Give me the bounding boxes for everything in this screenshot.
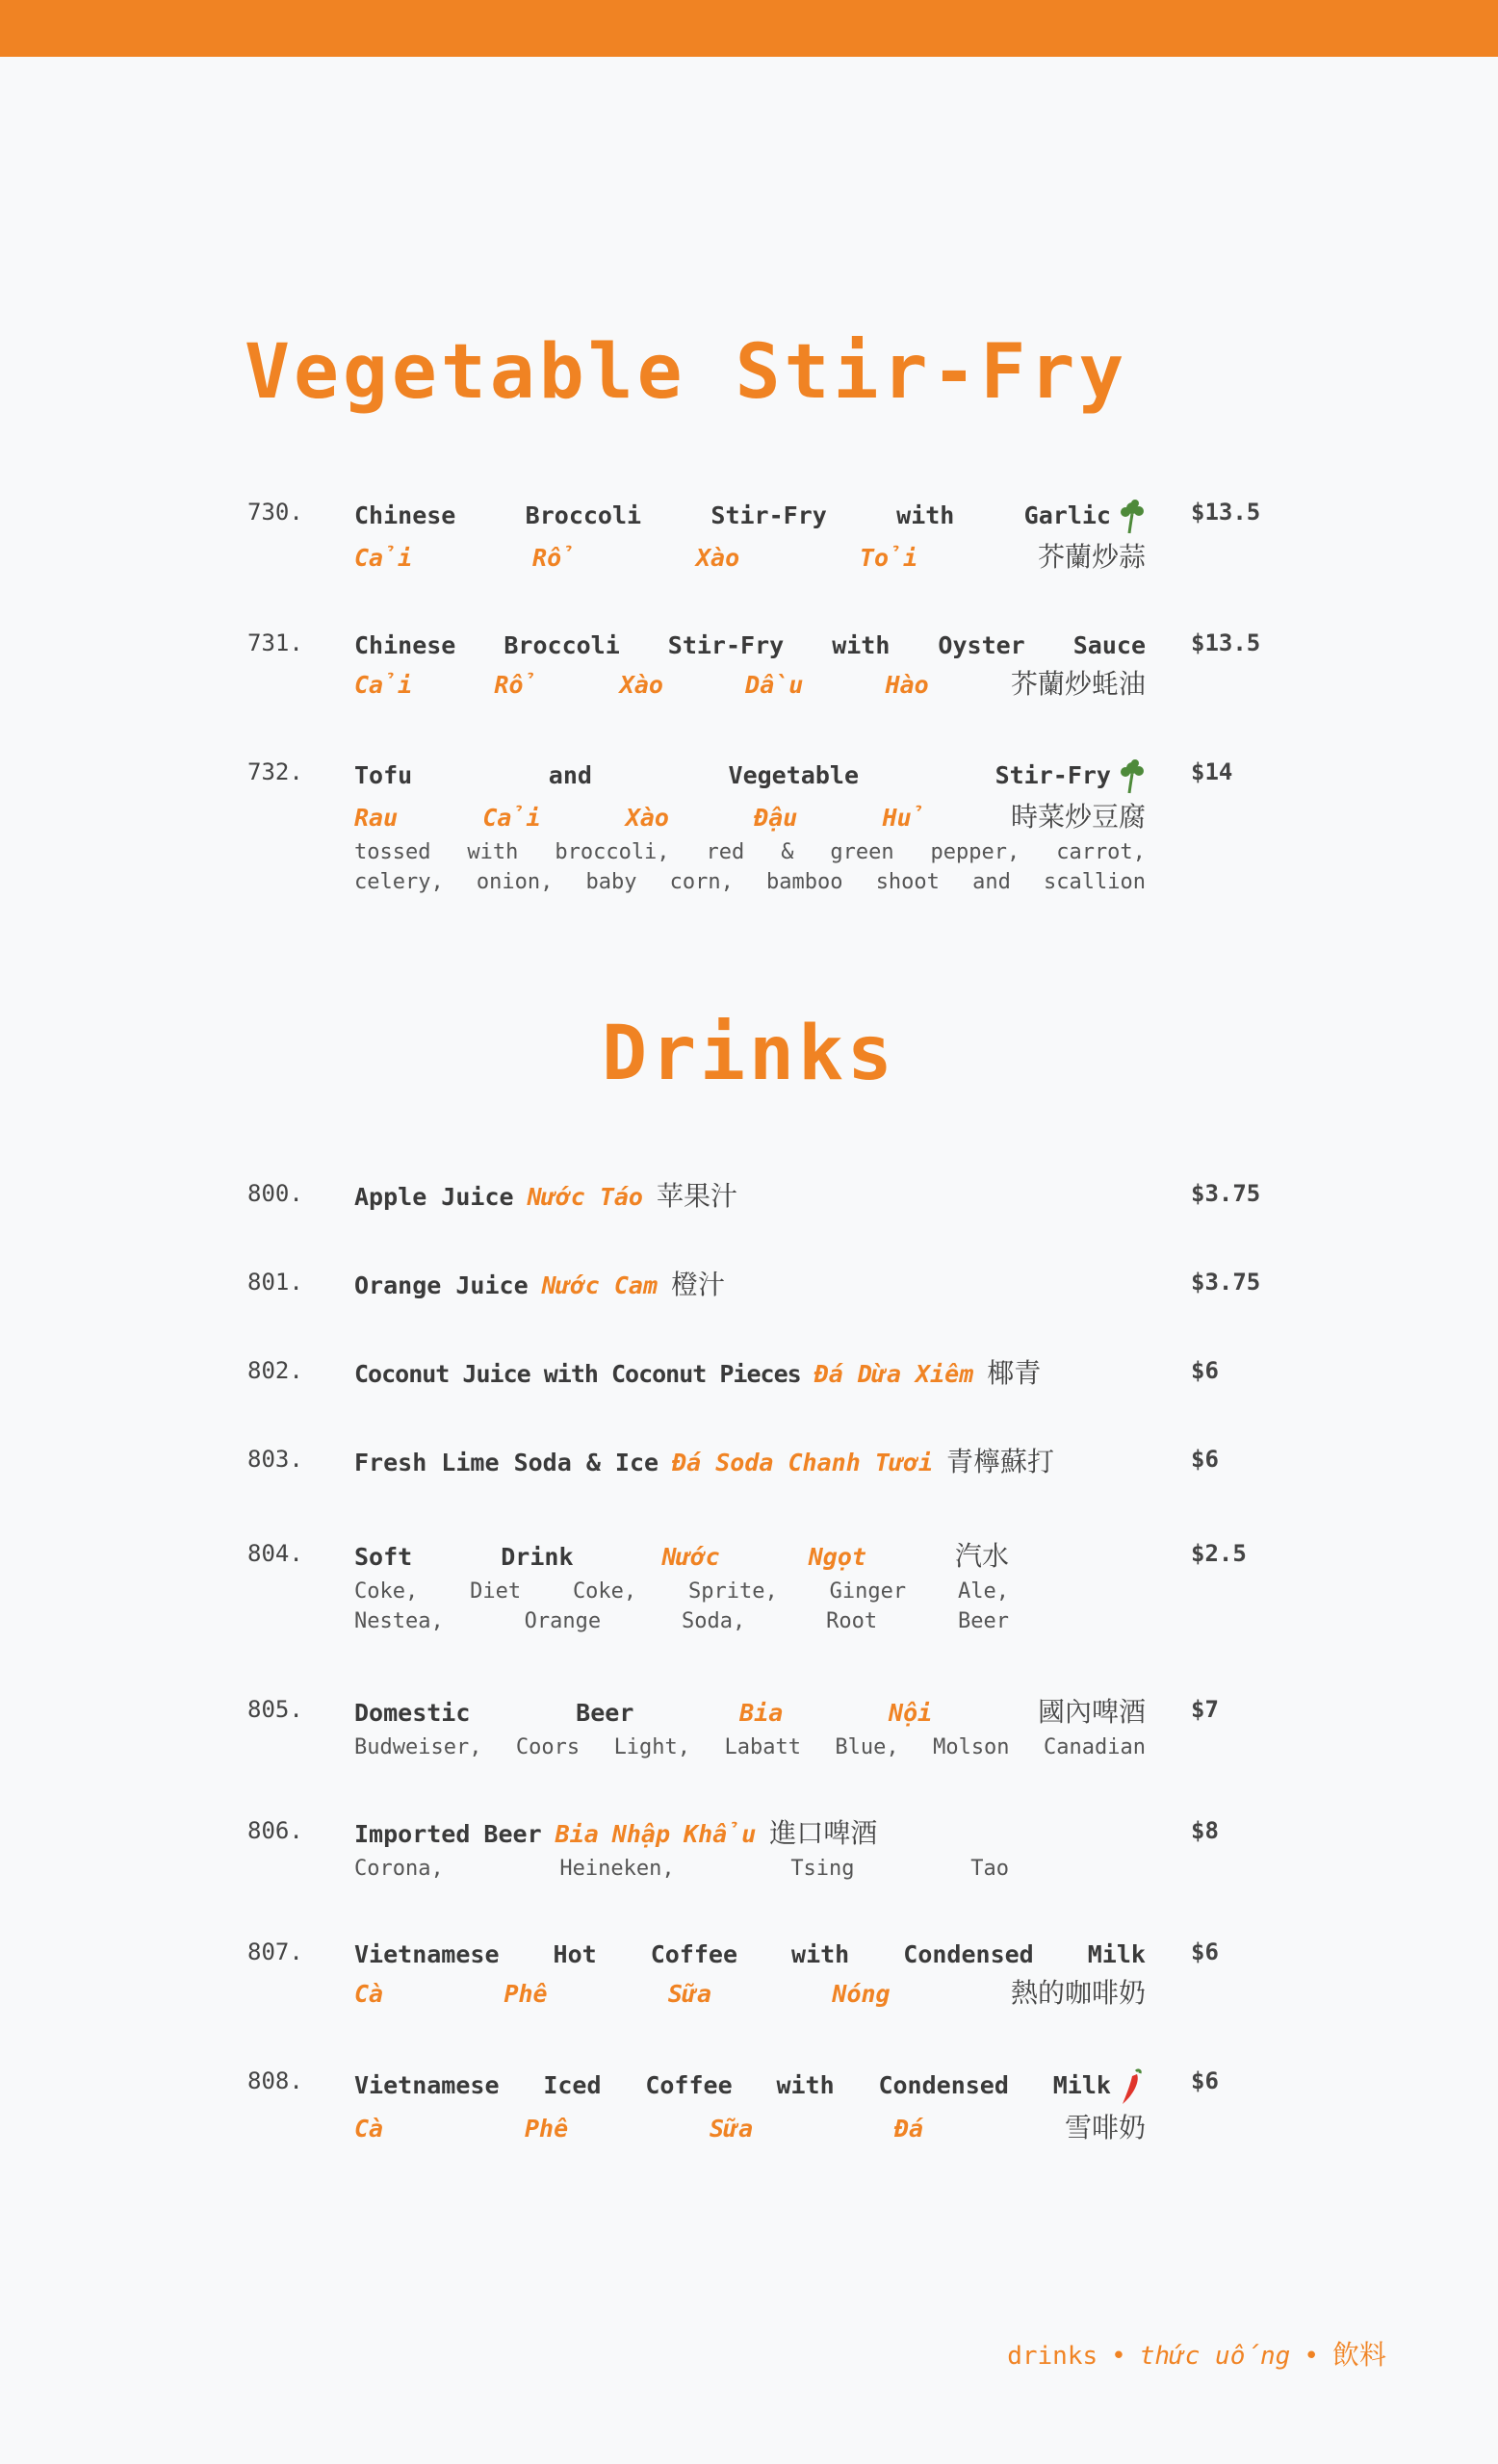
item-name-row [354,2067,1146,2106]
item-number: 800. [247,1180,303,1207]
name-word: Milk [1052,2071,1111,2099]
item-price: $14 [1191,758,1233,785]
name-word: and [548,761,592,789]
desc-word: and [972,870,1011,894]
item-price: $6 [1191,1446,1219,1473]
item-body [354,1446,1146,1479]
desc-word: bamboo [766,870,843,894]
name-word: Beer [576,1699,634,1727]
top-accent-bar [0,0,1498,57]
viet-word: Nhập [611,1820,671,1848]
item-name-row [354,1540,1009,1574]
name-word: Stir-Fry [994,761,1111,789]
desc-word: red [706,840,745,864]
name-word-with-icon [995,758,1146,795]
viet-word: Rổ [532,544,577,572]
chinese-name: 熱的咖啡奶 [1010,1977,1146,2009]
viet-word: Phê [504,1980,548,2008]
item-body [354,1696,1146,1759]
viet-word: Cà [354,1980,384,2008]
desc-word: Light, [613,1735,691,1759]
desc-word: Root [826,1609,878,1633]
viet-word: Nước [661,1543,720,1571]
footer-chinese: 飲料 [1331,2339,1386,2371]
viet-word: Khẩu [684,1820,757,1848]
name-word: Chinese [354,631,456,659]
item-name-row [354,1180,1146,1214]
item-name-row [354,1357,1146,1391]
chinese-name: 芥蘭炒蒜 [1037,541,1146,573]
footer-bullet: • [1111,2342,1126,2371]
name-word: Broccoli [525,501,642,529]
viet-word: Cà [354,2115,384,2143]
item-number: 731. [247,629,303,656]
viet-word: Rổ [494,671,538,699]
item-description-line [354,840,1146,864]
chinese-name: 青檸蘇打 [946,1446,1055,1477]
desc-word: Canadian [1044,1735,1146,1759]
item-body [354,1938,1146,2011]
item-translation-row [354,1977,1146,2011]
desc-word: Ale, [957,1579,1009,1604]
item-price: $6 [1191,1357,1219,1384]
viet-word: Sữa [667,1980,712,2008]
section-title-vegetable: Vegetable Stir-Fry [245,329,1128,416]
footer-bullet: • [1304,2342,1319,2371]
viet-word: Xào [625,804,669,832]
item-body [354,1180,1146,1214]
chinese-name: 進口啤酒 [769,1817,878,1849]
name-word: Condensed [878,2071,1009,2099]
chinese-name: 國內啤酒 [1037,1696,1146,1728]
page-footer [1007,2334,1386,2373]
desc-word: Heineken, [559,1857,675,1881]
chinese-name: 雪啡奶 [1064,2112,1146,2143]
name-word-with-icon [1053,2067,1146,2106]
name-word: Chinese [354,501,456,529]
desc-word: scallion [1043,870,1146,894]
name-word: Vietnamese [354,1940,500,1968]
name-word: Coffee [650,1940,738,1968]
chinese-name: 椰青 [987,1357,1042,1389]
name-word: Condensed [903,1940,1034,1968]
item-number: 801. [247,1269,303,1296]
name-word: Stir-Fry [667,631,785,659]
viet-word: Bia [739,1699,784,1727]
desc-word: shoot [875,870,940,894]
desc-word: carrot, [1056,840,1146,864]
desc-word: Coke, [572,1579,637,1604]
item-price: $3.75 [1191,1180,1261,1207]
item-number: 803. [247,1446,303,1473]
item-number: 807. [247,1938,303,1965]
item-number: 730. [247,499,303,526]
desc-word: Tsing [790,1857,855,1881]
desc-word: pepper, [930,840,1020,864]
name-word: Coffee [645,2071,733,2099]
viet-word: Hào [885,671,929,699]
desc-word: Coke, [354,1579,419,1604]
item-name-row [354,1446,1146,1479]
name-word: Garlic [1023,501,1111,529]
name-word: Stir-Fry [710,501,827,529]
chinese-name: 時菜炒豆腐 [1010,801,1146,833]
chinese-name: 橙汁 [671,1269,726,1300]
viet-word: Cải [482,804,541,832]
item-name-row [354,1938,1146,1971]
chili-pepper-icon [1117,2067,1146,2106]
name-word: Vegetable [728,761,859,789]
desc-word: Molson [933,1735,1010,1759]
item-price: $2.5 [1191,1540,1247,1567]
item-body [354,1357,1146,1391]
herb-icon [1117,758,1146,795]
viet-name: Đá Dừa Xiêm [814,1360,974,1388]
viet-word: Cải [354,544,413,572]
desc-word: Beer [957,1609,1009,1633]
item-price: $8 [1191,1817,1219,1844]
item-description-line [354,1579,1009,1604]
item-body [354,629,1146,702]
desc-word: with [467,840,519,864]
item-name-row [354,1269,1146,1302]
viet-word: Sữa [709,2115,754,2143]
desc-word: Tao [970,1857,1009,1881]
name-word: Domestic [354,1699,471,1727]
name-word: Sauce [1072,631,1146,659]
item-price: $13.5 [1191,499,1261,526]
desc-word: Nestea, [354,1609,444,1633]
viet-word: Ngọt [808,1543,866,1571]
herb-icon [1117,499,1146,535]
name-word: Imported [354,1820,471,1848]
item-price: $7 [1191,1696,1219,1723]
name-word: Iced [543,2071,602,2099]
item-price: $6 [1191,2067,1219,2094]
item-price: $13.5 [1191,629,1261,656]
viet-word: Đá [894,2115,924,2143]
name-word: Hot [553,1940,597,1968]
viet-word: Cải [354,671,413,699]
item-name-row [354,629,1146,662]
chinese-name: 芥蘭炒蚝油 [1010,668,1146,700]
viet-name: Đá Soda Chanh Tươi [672,1449,934,1476]
name-word: with [776,2071,835,2099]
item-translation-row [354,541,1146,575]
item-body [354,1540,1009,1633]
desc-word: Orange [524,1609,602,1633]
item-name: Coconut Juice with Coconut Pieces [354,1360,801,1388]
viet-word: Bia [555,1820,599,1848]
item-name-row [354,499,1146,535]
viet-word: Xào [619,671,663,699]
item-name-row [354,758,1146,795]
viet-word: Đậu [754,804,798,832]
desc-word: & [781,840,794,864]
footer-vietnamese: thức uống [1139,2342,1291,2371]
desc-word: Corona, [354,1857,444,1881]
name-word: Soft [354,1543,413,1571]
item-number: 732. [247,758,303,785]
desc-word: Blue, [835,1735,899,1759]
viet-name: Nước Cam [541,1271,659,1299]
item-number: 802. [247,1357,303,1384]
item-body [354,499,1146,575]
section-title-drinks: Drinks [602,1011,896,1097]
chinese-name: 苹果汁 [657,1180,738,1212]
desc-word: tossed [354,840,431,864]
item-description-line [354,1735,1146,1759]
desc-word: green [830,840,894,864]
name-word: Tofu [354,761,413,789]
desc-word: Ginger [829,1579,907,1604]
name-word-with-icon [1024,499,1146,535]
item-translation-row [354,801,1146,834]
item-name-row [354,1696,1146,1730]
footer-english: drinks [1007,2342,1098,2371]
desc-word: onion, [476,870,554,894]
item-body [354,2067,1146,2145]
viet-word: Xào [695,544,740,572]
viet-word: Phê [524,2115,569,2143]
item-body [354,1817,1009,1881]
viet-word: Nội [889,1699,933,1727]
name-word: Beer [483,1820,542,1848]
item-price: $3.75 [1191,1269,1261,1296]
name-word: Vietnamese [354,2071,500,2099]
item-price: $6 [1191,1938,1219,1965]
item-number: 808. [247,2067,303,2094]
item-description-line [354,1857,1009,1881]
item-name: Orange Juice [354,1271,529,1299]
name-word: Drink [501,1543,574,1571]
item-name: Apple Juice [354,1183,514,1211]
item-description-line [354,870,1146,894]
desc-word: Sprite, [688,1579,778,1604]
name-word: Oyster [938,631,1025,659]
name-word: with [791,1940,850,1968]
item-body [354,1269,1146,1302]
name-word: Broccoli [504,631,620,659]
desc-word: Soda, [681,1609,746,1633]
chinese-name: 汽水 [954,1540,1009,1572]
item-translation-row [354,2112,1146,2145]
viet-word: Rau [354,804,399,832]
desc-word: Budweiser, [354,1735,482,1759]
viet-name: Nước Táo [527,1183,643,1211]
item-name: Fresh Lime Soda & Ice [354,1449,659,1476]
item-translation-row [354,668,1146,702]
item-description-line [354,1609,1009,1633]
item-number: 804. [247,1540,303,1567]
viet-word: Tỏi [859,544,918,572]
desc-word: Labatt [724,1735,801,1759]
item-number: 805. [247,1696,303,1723]
item-body [354,758,1146,894]
name-word: with [896,501,955,529]
desc-word: Coors [515,1735,581,1759]
item-number: 806. [247,1817,303,1844]
desc-word: broccoli, [555,840,670,864]
viet-word: Nóng [832,1980,891,2008]
name-word: Milk [1087,1940,1146,1968]
viet-word: Hủ [882,804,926,832]
desc-word: baby [585,870,637,894]
viet-word: Dầu [745,671,804,699]
desc-word: Diet [470,1579,522,1604]
item-name-row [354,1817,1009,1851]
desc-word: corn, [669,870,734,894]
name-word: with [832,631,891,659]
desc-word: celery, [354,870,444,894]
